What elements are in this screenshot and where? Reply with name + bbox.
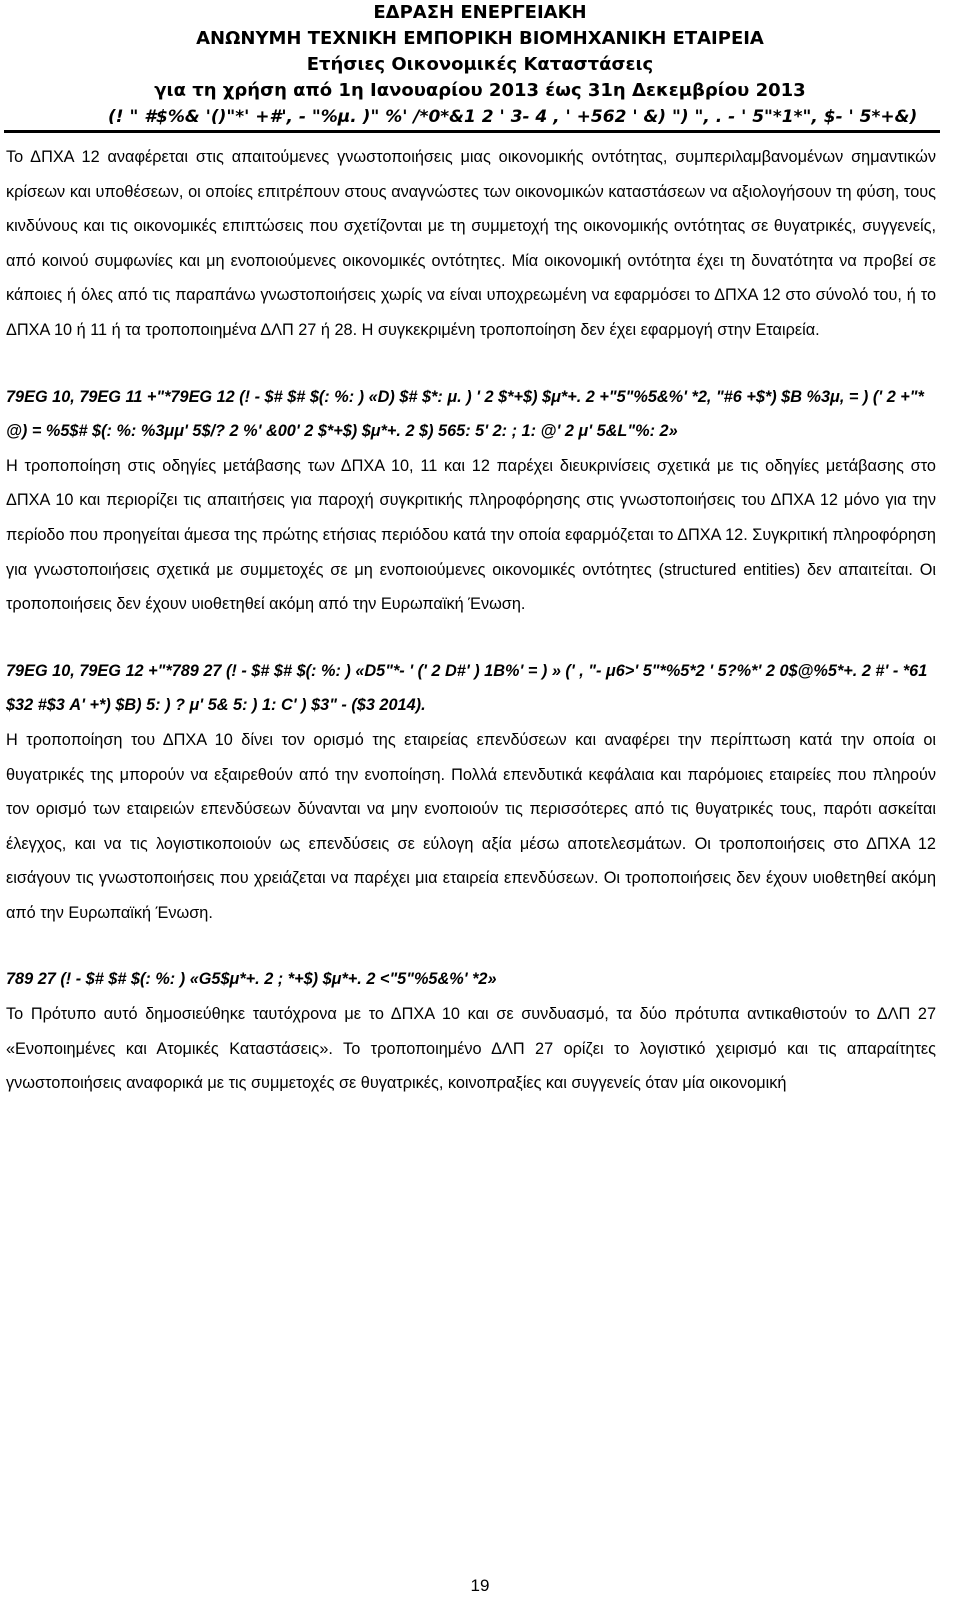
paragraph-ias27: Το Πρότυπο αυτό δημοσιεύθηκε ταυτόχρονα με το ΔΠΧΑ 10 και σε συνδυασμό, τα δύο πρότυπα αντικαθιστούν το ΔΛΠ 27 «Ενοποιημένες και Ατομικές Καταστάσεις». Το τροποποιημένο ΔΛΠ 27 ορίζει το λογιστικό χειρισμό και τις απαραίτητες γνωστοποιήσεις αναφορικά με τις συμμετοχές σε θυγατρικές, κοινοπραξίες και συγγενείς όταν μία οικονομική [6, 1005, 936, 1093]
paragraph-transition-guidance: Η τροποποίηση στις οδηγίες μετάβασης των ΔΠΧΑ 10, 11 και 12 παρέχει διευκρινίσεις σχετικά με τις οδηγίες μετάβασης στο ΔΠΧΑ 10 και περιορίζει τις απαιτήσεις για παροχή συγκριτικής πληροφόρησης στις γνωστοποιήσεις του ΔΠΧΑ 12 μόνο για την περίοδο που προηγείται άμεσα της πρώτης ετήσιας περιόδου κατά την οποία εφαρμόζεται το ΔΠΧΑ 12. Συγκριτική πληροφόρηση για γνωστοποιήσεις σχετικά με συμμετοχές σε μη ενοποιούμενες οικονομικές οντότητες (structured entities) δεν απαιτείται. Οι τροποποιήσεις δεν έχουν υιοθετηθεί ακόμη από την Ευρωπαϊκή Ένωση. [6, 456, 936, 614]
report-period: για τη χρήση από 1η Ιανουαρίου 2013 έως 31η Δεκεμβρίου 2013 [154, 80, 806, 101]
section-heading-ias27: 789 27 (! - $# $# $(: %: ) «G5$μ*+. 2 ; *+$) $μ*+. 2 <"5"%5&%' *2» [6, 970, 497, 989]
document-body [6, 140, 936, 1101]
section-heading-transition-guidance: 79EG 10, 79EG 11 +"*79EG 12 (! - $# $# $(: %: ) «D) $# $*: μ. ) ' 2 $*+$) $μ*+. 2 +"5"%5&%' *2, "#6 +$*) $B %3μ, = ) (' 2 +"*@) = %5$# $(: %: %3μμ' 5$/? 2 %' &00' 2 $*+$) $μ*+. 2 $) 565: 5' 2: ; 1: @' 2 μ' 5&L"%: 2» [6, 387, 924, 441]
company-name: ΕΔΡΑΣΗ ΕΝΕΡΓΕΙΑΚΗ [373, 2, 587, 23]
section-heading-investment-entities: 79EG 10, 79EG 12 +"*789 27 (! - $# $# $(: %: ) «D5"*- ' (' 2 D#' ) 1B%' = ) » (' , "- μ6>' 5"*%5*2 ' 5?%*' 2 0$@%5*+. 2 #' - *61$32 #$3 A' +*) $B) 5: ) ? μ' 5& 5: ) 1: C' ) $3" - ($3 2014). [6, 661, 928, 715]
report-subtitle: (! " #$%& '()"*' +#', - "%μ. )" %' /*0*&1 2 ' 3- 4 , ' +562 ' &) ") ", . - ' 5"*1*", $- ' 5*+&) [108, 107, 918, 127]
page-number: 19 [470, 1576, 490, 1595]
paragraph-investment-entities: Η τροποποίηση του ΔΠΧΑ 10 δίνει τον ορισμό της εταιρείας επενδύσεων και αναφέρει την περίπτωση κατά την οποία οι θυγατρικές της μπορούν να εξαιρεθούν από την ενοποίηση. Πολλά επενδυτικά κεφάλαια και παρόμοιες εταιρείες που πληρούν τον ορισμό των εταιρειών επενδύσεων δύνανται να μην ενοποιούν τις περισσότερες από τις θυγατρικές τους, παρότι ασκείται έλεγχος, και να τις λογιστικοποιούν ως επενδύσεις σε εύλογη αξία μέσω αποτελεσμάτων. Οι τροποποιήσεις στο ΔΠΧΑ 12 εισάγουν τις γνωστοποιήσεις που χρειάζεται να παρέχει μια εταιρεία επενδύσεων. Οι τροποποιήσεις δεν έχουν υιοθετηθεί ακόμη από την Ευρωπαϊκή Ένωση. [6, 730, 936, 922]
header-divider [4, 130, 940, 133]
document-header [0, 0, 960, 130]
paragraph-gap [6, 930, 936, 962]
paragraph-gap [6, 348, 936, 380]
paragraph-ifrs12-disclosures: Το ΔΠΧΑ 12 αναφέρεται στις απαιτούμενες γνωστοποιήσεις μιας οικονομικής οντότητας, συμπεριλαμβανομένων σημαντικών κρίσεων και υποθέσεων, οι οποίες επιτρέπουν στους αναγνώστες των οικονομικών καταστάσεων να αξιολογήσουν τη φύση, τους κινδύνους και τις οικονομικές επιπτώσεις που σχετίζονται με τη συμμετοχή της οικονομικής οντότητας σε θυγατρικές, συγγενείς, από κοινού συμφωνίες και μη ενοποιούμενες οικονομικές οντότητες. Μία οικονομική οντότητα έχει τη δυνατότητα να προβεί σε κάποιες ή όλες από τις παραπάνω γνωστοποιήσεις χωρίς να είναι υποχρεωμένη να εφαρμόσει το ΔΠΧΑ 12 στο σύνολό του, ή το ΔΠΧΑ 10 ή 11 ή τα τροποποιημένα ΔΛΠ 27 ή 28. Η συγκεκριμένη τροποποίηση δεν έχει εφαρμογή στην Εταιρεία. [6, 148, 936, 339]
company-legal-form: ΑΝΩΝΥΜΗ ΤΕΧΝΙΚΗ ΕΜΠΟΡΙΚΗ ΒΙΟΜΗΧΑΝΙΚΗ ΕΤΑΙΡΕΙΑ [196, 28, 764, 49]
paragraph-gap [6, 622, 936, 654]
report-title: Ετήσιες Οικονομικές Καταστάσεις [306, 54, 654, 75]
